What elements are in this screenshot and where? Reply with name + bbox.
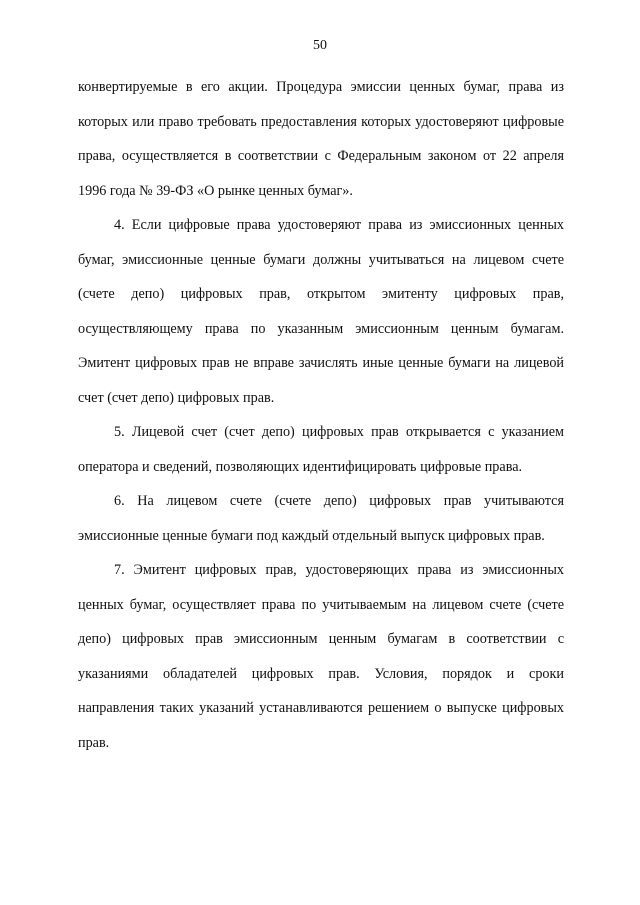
paragraph-5: 5. Лицевой счет (счет депо) цифровых прав открывается с указанием оператора и сведений, позволяющих идентифицировать цифровые права.	[78, 424, 564, 475]
page-number: 50	[313, 38, 327, 53]
paragraph-6: 6. На лицевом счете (счете депо) цифровых прав учитываются эмиссионные ценные бумаги под каждый отдельный выпуск цифровых прав.	[78, 493, 564, 544]
document-body	[78, 70, 564, 760]
paragraph-continuation: конвертируемые в его акции. Процедура эмиссии ценных бумаг, права из которых или право требовать предоставления которых удостоверяют цифровые права, осуществляется в соответствии с Федеральным законом от 22 апреля 1996 года № 39-ФЗ «О рынке ценных бумаг».	[78, 79, 564, 199]
paragraph-4: 4. Если цифровые права удостоверяют права из эмиссионных ценных бумаг, эмиссионные ценные бумаги должны учитываться на лицевом счете (счете депо) цифровых прав, открытом эмитенту цифровых прав, осуществляющему права по указанным эмиссионным ценным бумагам. Эмитент цифровых прав не вправе зачислять иные ценные бумаги на лицевой счет (счет депо) цифровых прав.	[78, 217, 564, 406]
paragraph-7: 7. Эмитент цифровых прав, удостоверяющих права из эмиссионных ценных бумаг, осуществляет права по учитываемым на лицевом счете (счете депо) цифровых прав эмиссионным ценным бумагам в соответствии с указаниями обладателей цифровых прав. Условия, порядок и сроки направления таких указаний устанавливаются решением о выпуске цифровых прав.	[78, 562, 564, 751]
